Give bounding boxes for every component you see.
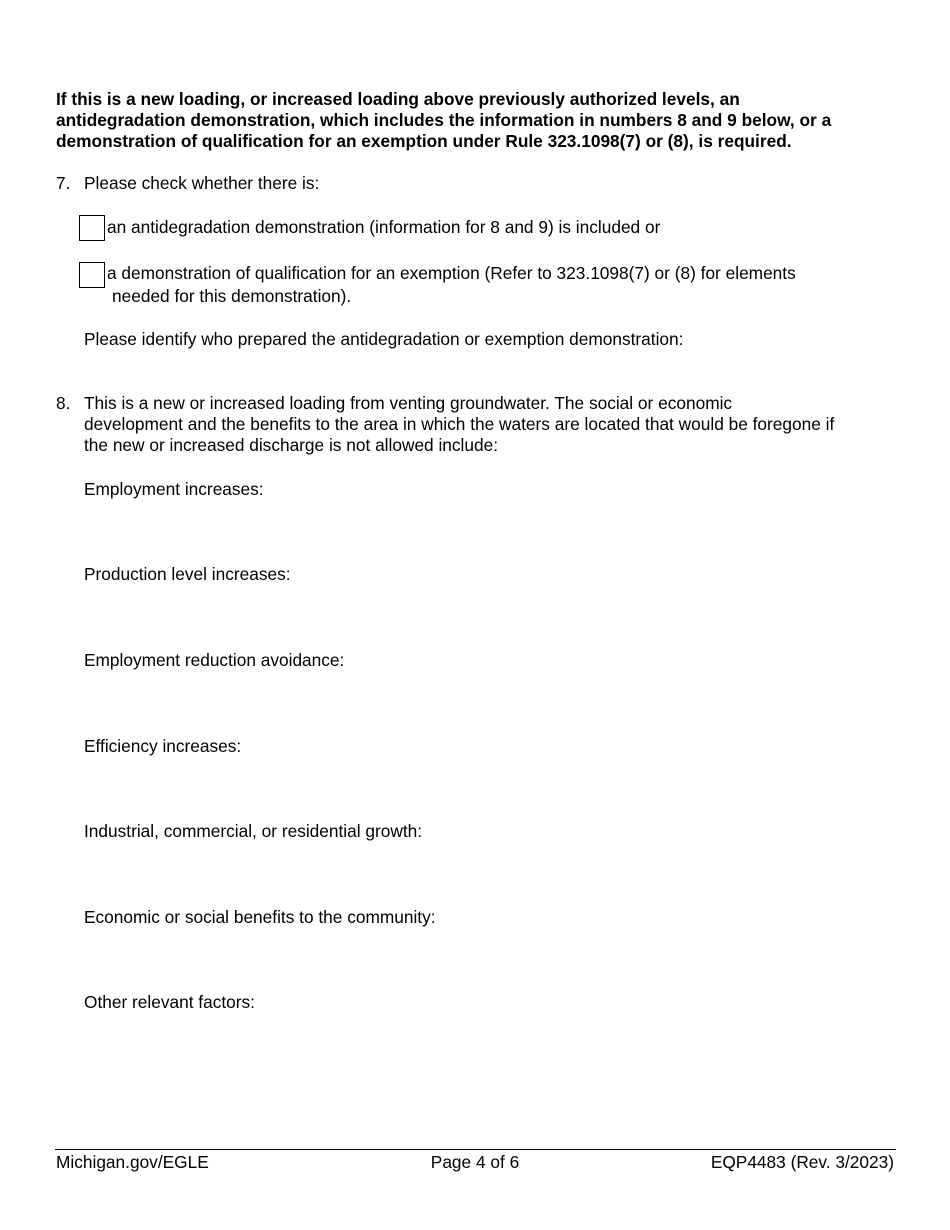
exemption-option-label: a demonstration of qualification for an exemption (Refer to 323.1098(7) or (8) for elements: [107, 263, 796, 283]
preparer-prompt: Please identify who prepared the antidegradation or exemption demonstration:: [84, 329, 684, 349]
employment-reduction-avoidance-label: Employment reduction avoidance:: [84, 650, 345, 670]
question-7-prompt: Please check whether there is:: [84, 173, 320, 193]
footer-divider: [55, 1149, 896, 1150]
growth-label: Industrial, commercial, or residential growth:: [84, 821, 423, 841]
antidegradation-notice: [56, 89, 901, 152]
antidegradation-option-label: an antidegradation demonstration (information for 8 and 9) is included or: [107, 217, 661, 237]
question-8-line: the new or increased discharge is not allowed include:: [84, 435, 499, 455]
antidegradation-checkbox[interactable]: [79, 215, 105, 241]
exemption-option-label-continued: needed for this demonstration).: [112, 286, 352, 306]
question-8-line: This is a new or increased loading from venting groundwater. The social or economic: [84, 393, 733, 413]
other-factors-label: Other relevant factors:: [84, 992, 255, 1012]
exemption-checkbox[interactable]: [79, 262, 105, 288]
question-8-prompt: [84, 393, 899, 456]
production-level-increases-label: Production level increases:: [84, 564, 291, 584]
question-8-line: development and the benefits to the area in which the waters are located that would be foregone if: [84, 414, 835, 434]
community-benefits-label: Economic or social benefits to the community:: [84, 907, 436, 927]
notice-line: antidegradation demonstration, which includes the information in numbers 8 and 9 below, or a: [56, 110, 832, 130]
question-8-number: 8.: [56, 393, 71, 413]
footer-form-id: EQP4483 (Rev. 3/2023): [710, 1152, 894, 1172]
notice-line: If this is a new loading, or increased loading above previously authorized levels, an: [56, 89, 740, 109]
notice-line: demonstration of qualification for an exemption under Rule 323.1098(7) or (8), is required.: [56, 131, 792, 151]
efficiency-increases-label: Efficiency increases:: [84, 736, 242, 756]
footer-page-number: Page 4 of 6: [430, 1152, 520, 1172]
question-7-number: 7.: [56, 173, 71, 193]
employment-increases-label: Employment increases:: [84, 479, 264, 499]
footer-website: Michigan.gov/EGLE: [56, 1152, 209, 1172]
